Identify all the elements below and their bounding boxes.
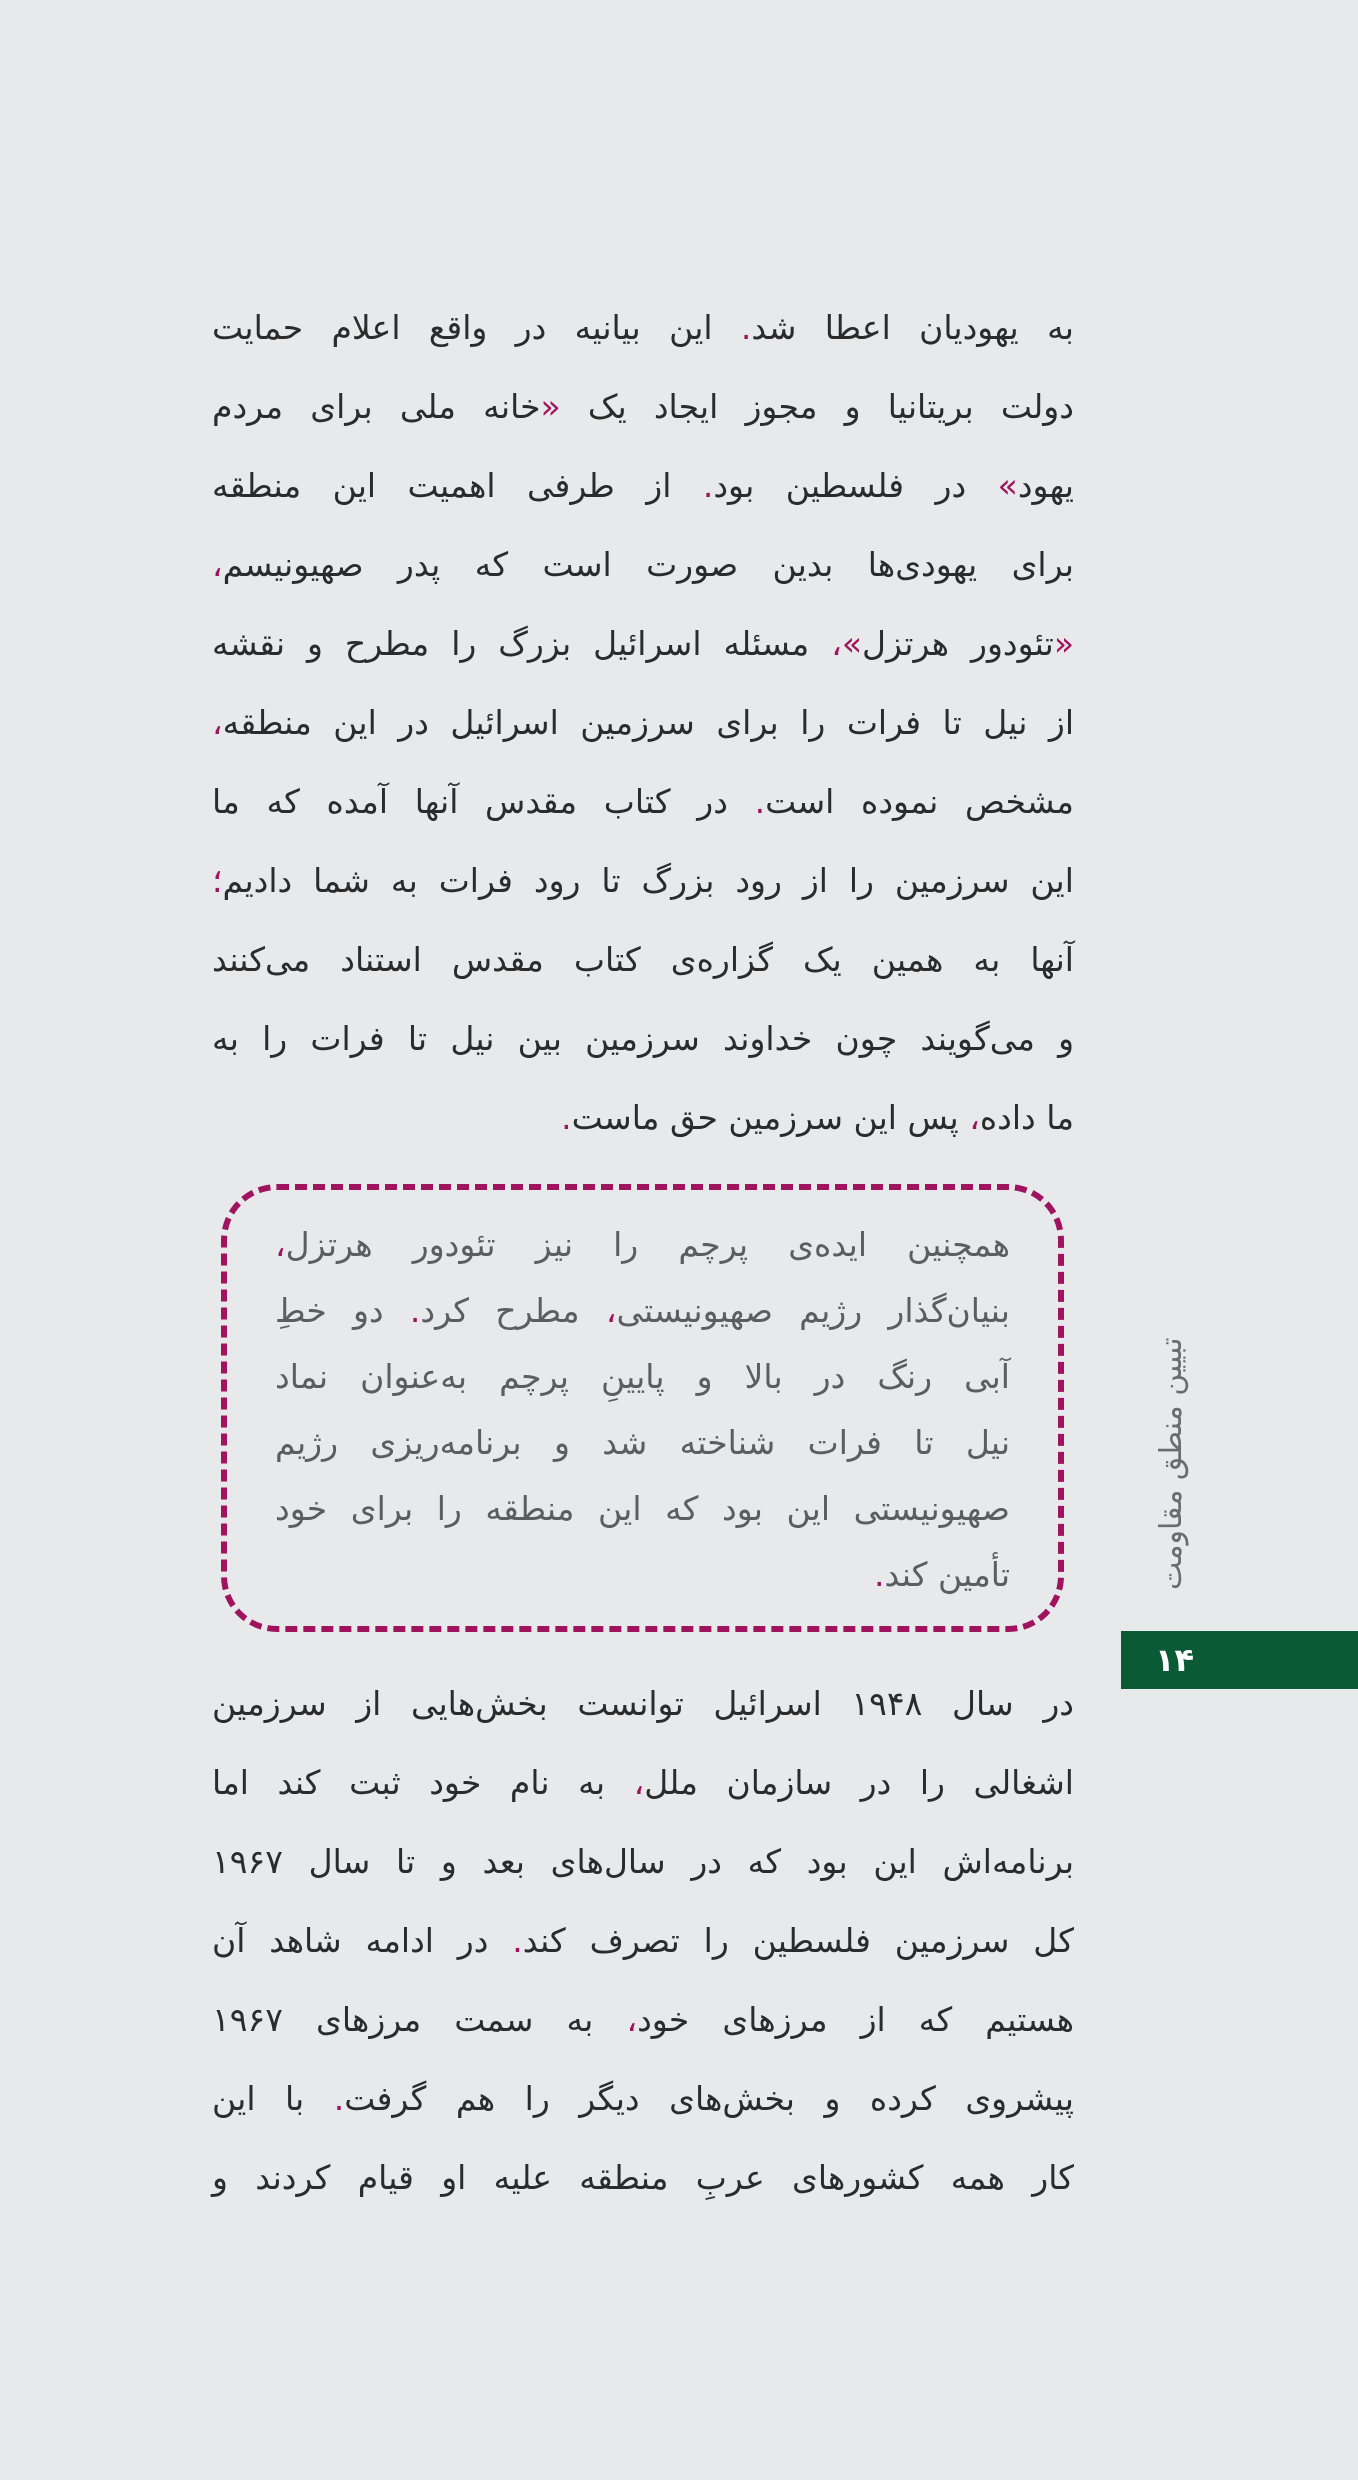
punctuation-mark: . [740,308,752,347]
text-line: در سال ۱۹۴۸ اسرائیل توانست بخشهایی از سرزمین [212,1684,1074,1723]
page-number-badge [1121,1631,1358,1689]
punctuation-mark: ، [212,703,223,742]
punctuation-mark: . [333,2079,345,2118]
paragraph-history [212,1664,1074,2217]
text-line: ما داده، پس این سرزمین حق ماست. [561,1098,1074,1137]
text-line: یهود» در فلسطین بود. از طرفی اهمیت این منطقه [212,466,1074,505]
text-line: آنها به همین یک گزارهی کتاب مقدس استناد میکنند [212,940,1074,979]
punctuation-mark: . [512,1921,523,1960]
callout-line: صهیونیستی این بود که این منطقه را برای خود [275,1489,1010,1528]
punctuation-mark: ، [626,2000,638,2039]
callout-line: همچنین ایدهی پرچم را نیز تئودور هرتزل، [275,1225,1010,1264]
text-line: پیشروی کرده و بخشهای دیگر را هم گرفت. با این [212,2079,1074,2118]
text-line: هستیم که از مرزهای خود، به سمت مرزهای ۱۹۶۷ [212,2000,1075,2039]
punctuation-mark: . [873,1555,885,1594]
callout-line: آبی رنگ در بال و پایین پرچم بهعنوان نماد [275,1357,1010,1396]
punctuation-mark: » [997,466,1018,505]
paragraph-intro [212,288,1074,1157]
punctuation-mark: « [540,387,561,426]
running-title: تبیین منطق مقاومت [1154,1337,1189,1590]
text-line: و میگویند چون خداوند سرزمین بین نیل تا فرات را به [212,1019,1075,1058]
punctuation-mark: ؛ [212,861,223,900]
text-line: مشخص نموده است. در کتاب مقدس آنها آمده که ما [212,782,1074,821]
callout-box [221,1184,1064,1632]
punctuation-mark: ، [633,1763,645,1802]
text-line: اشغالی را در سازمان ملل، به نام خود ثبت کند اما [212,1763,1074,1802]
text-line: برنامهاش این بود که در سالهای بعد و تا سال ۱۹۶۷ [212,1842,1075,1881]
punctuation-mark: » [841,624,863,663]
punctuation-mark: . [409,1291,421,1330]
callout-line: تأمین کند. [873,1555,1010,1594]
punctuation-mark: . [561,1098,572,1137]
text-line: کار همه کشورهای عرب منطقه علیه او قیام کردند و [212,2158,1074,2197]
text-line: از نیل تا فرات را برای سرزمین اسرائیل در این منطقه، [212,703,1075,742]
text-line: دولت بریتانیا و مجوز ایجاد یک «خانه ملی برای مردم [212,387,1074,426]
punctuation-mark: ، [275,1225,286,1264]
page-number: ۱۴ [1155,1641,1195,1679]
punctuation-mark: . [702,466,714,505]
text-line: این سرزمین را از رود بزرگ تا رود فرات به شما دادیم؛ [212,861,1074,900]
callout-text [275,1212,1010,1608]
punctuation-mark: ، [212,545,223,584]
punctuation-mark: ، [969,1098,980,1137]
callout-line: نیل تا فرات شناخته شد و برنامهریزی رژیم [275,1423,1011,1462]
punctuation-mark: « [1053,624,1075,663]
text-line: «تئودور هرتزل»، مسئله اسرائیل بزرگ را مطرح و نقشه [212,624,1075,663]
callout-line: بنیانگذار رژیم صهیونیستی، مطرح کرد. دو خط [275,1291,1010,1330]
text-line: کل سرزمین فلسطین را تصرف کند. در ادامه شاهد آن [212,1921,1074,1960]
text-line: برای یهودیها بدین صورت است که پدر صهیونیسم، [212,545,1074,584]
punctuation-mark: ، [605,1291,617,1330]
text-line: به یهودیان اعطا شد. این بیانیه در واقع اعلم حمایت [212,308,1074,347]
punctuation-mark: . [754,782,766,821]
punctuation-mark: ، [831,624,842,663]
